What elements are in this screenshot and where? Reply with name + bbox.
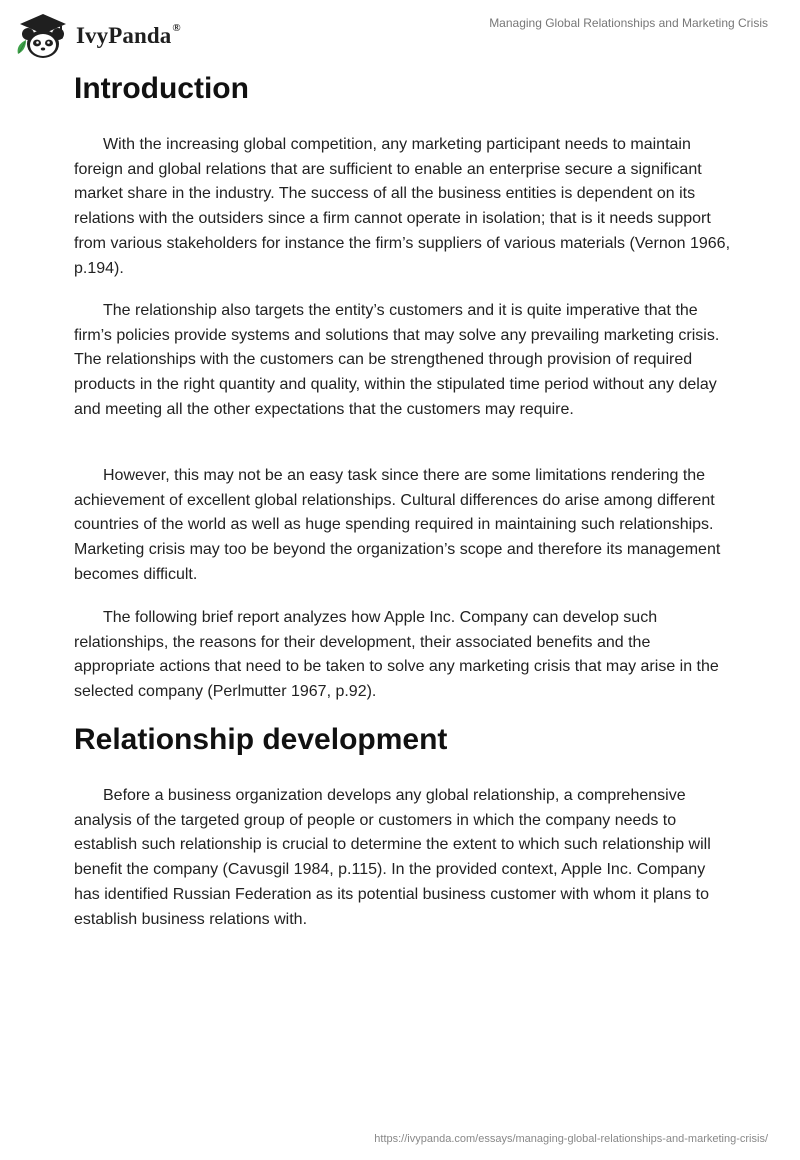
paragraph: The following brief report analyzes how Apple Inc. Company can develop such relationships, the reasons for their development, their associated benefits and the appropriate actions that need to be taken to solve any marketing crisis that may arise in the selected company (Perlmutter 1967, p.92). [74,609,719,701]
section-heading-introduction: Introduction [74,72,249,105]
paragraph: With the increasing global competition, any marketing participant needs to maintain foreign and global relations that are sufficient to enable an enterprise secure a significant market share in the industry. The success of all the business entities is dependent on its relations with the outsiders since a firm cannot operate in isolation; that is it needs support from various stakeholders for instance the firm’s suppliers of various materials (Vernon 1966, p.194). [74,136,731,277]
registered-mark: ® [172,22,181,35]
paragraph: The relationship also targets the entity’s customers and it is quite imperative that the firm’s policies provide systems and solutions that may solve any prevailing marketing crisis. The relationships with the customers can be strengthened through provision of required products in the right quantity and quality, within the stipulated time period without any delay and meeting all the other expectations that the customers may require. [74,302,720,418]
ivypanda-logo[interactable] [14,10,181,60]
brand-name: IvyPanda® [76,22,181,48]
panda-graduate-icon [14,10,72,60]
paragraph: However, this may not be an easy task since there are some limitations rendering the achievement of excellent global relationships. Cultural differences do arise among different countries of the world as well as huge spending required in maintaining such relationships. Marketing crisis may too be beyond the organization’s scope and therefore its management becomes difficult. [74,467,721,583]
paragraph: Before a business organization develops any global relationship, a comprehensive analysis of the targeted group of people or customers in which the company needs to establish such relationship is crucial to determine the extent to which such relationship will benefit the company (Cavusgil 1984, p.115). In the provided context, Apple Inc. Company has identified Russian Federation as its potential business customer with whom it plans to establish business relations with. [74,787,711,928]
document-title: Managing Global Relationships and Marketing Crisis [489,16,768,30]
source-url[interactable]: https://ivypanda.com/essays/managing-global-relationships-and-marketing-crisis/ [374,1133,768,1145]
section-heading-relationship-development: Relationship development [74,723,448,756]
